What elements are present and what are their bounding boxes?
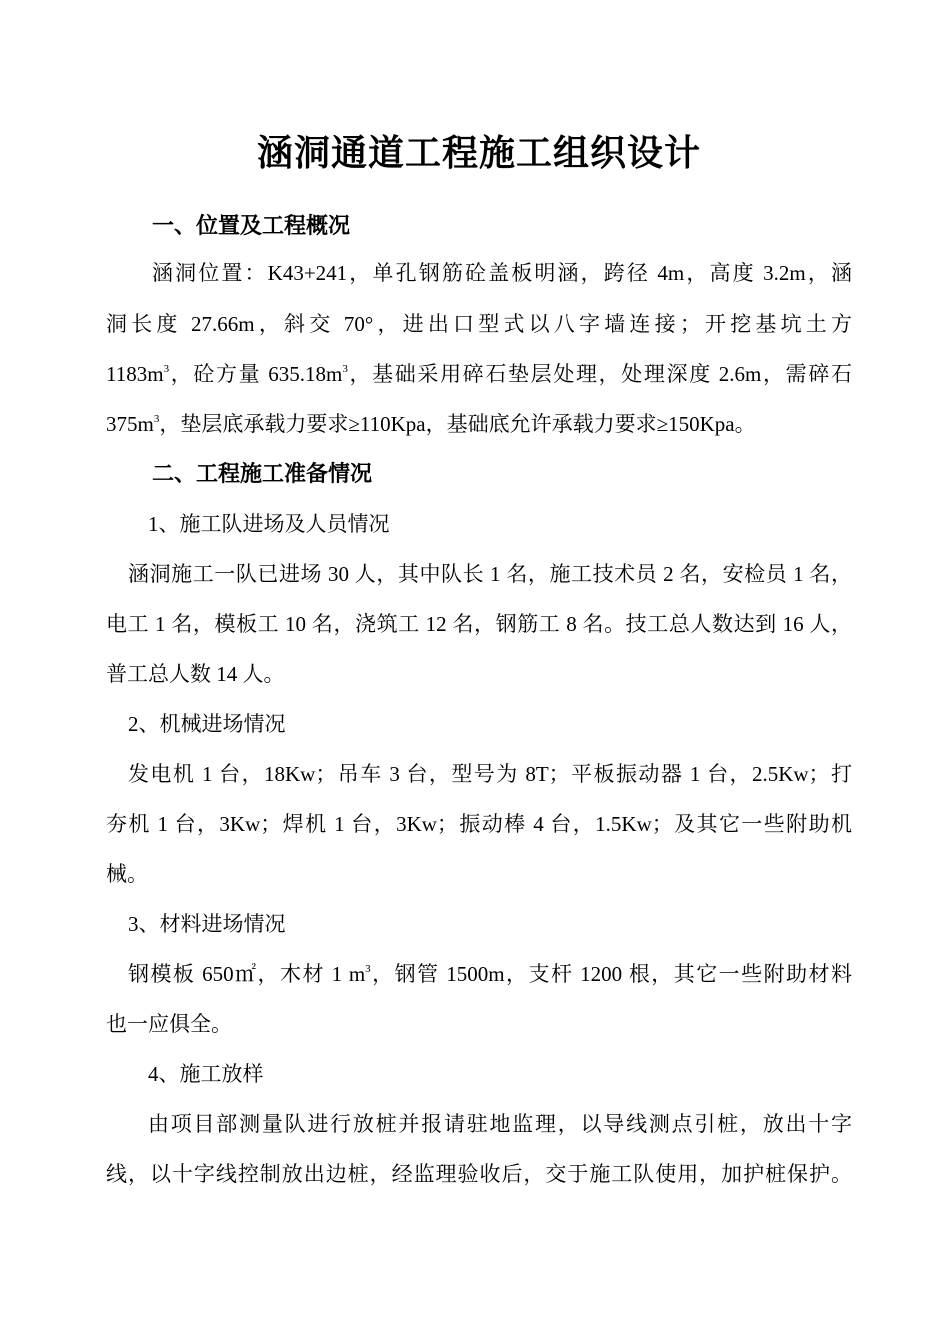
subsection-title: 1、施工队进场及人员情况: [148, 512, 390, 536]
paragraph-line: 钢模板 650㎡，木材 1 $m^3$，钢管 1500m，支杆 1200 根，其它一些附助材料: [128, 962, 852, 986]
paragraph-line: 涵洞施工一队已进场 30 人，其中队长 1 名，施工技术员 2 名，安检员 1 名，: [128, 562, 852, 586]
paragraph-line: 械。: [106, 862, 148, 886]
section-heading-location: 一、位置及工程概况: [152, 213, 351, 238]
paragraph-line: 发电机 1 台，18Kw；吊车 3 台，型号为 8T；平板振动器 1 台，2.5Kw；打: [128, 762, 852, 786]
section-heading-preparation: 二、工程施工准备情况: [152, 461, 373, 486]
paragraph-line: 洞长度 27.66m，斜交 70°，进出口型式以八字墙连接；开挖基坑土方: [106, 312, 852, 336]
document-title: 涵洞通道工程施工组织设计: [256, 133, 701, 173]
paragraph-line: 线，以十字线控制放出边桩，经监理验收后，交于施工队使用，加护桩保护。: [106, 1162, 852, 1186]
paragraph-line: 电工 1 名，模板工 10 名，浇筑工 12 名，钢筋工 8 名。技工总人数达到 16 人，: [106, 612, 852, 636]
paragraph-line: $1183m^3$，砼方量 $635.18m^3$，基础采用碎石垫层处理，处理深度 2.6m，需碎石: [106, 362, 852, 386]
subsection-title: 3、材料进场情况: [128, 912, 286, 936]
paragraph-line: 由项目部测量队进行放桩并报请驻地监理，以导线测点引桩，放出十字: [148, 1112, 852, 1136]
paragraph-line: 也一应俱全。: [106, 1012, 232, 1036]
paragraph-line: 普工总人数 14 人。: [106, 662, 285, 686]
paragraph-line: 夯机 1 台，3Kw；焊机 1 台，3Kw；振动棒 4 台，1.5Kw；及其它一些附助机: [106, 812, 852, 836]
paragraph-line: 涵洞位置：K43+241，单孔钢筋砼盖板明涵，跨径 4m，高度 3.2m，涵: [152, 261, 852, 285]
subsection-title: 4、施工放样: [148, 1062, 264, 1086]
subsection-title: 2、机械进场情况: [128, 712, 286, 736]
paragraph-line: $375m^3$，垫层底承载力要求≥110Kpa，基础底允许承载力要求≥150Kpa。: [106, 412, 756, 436]
